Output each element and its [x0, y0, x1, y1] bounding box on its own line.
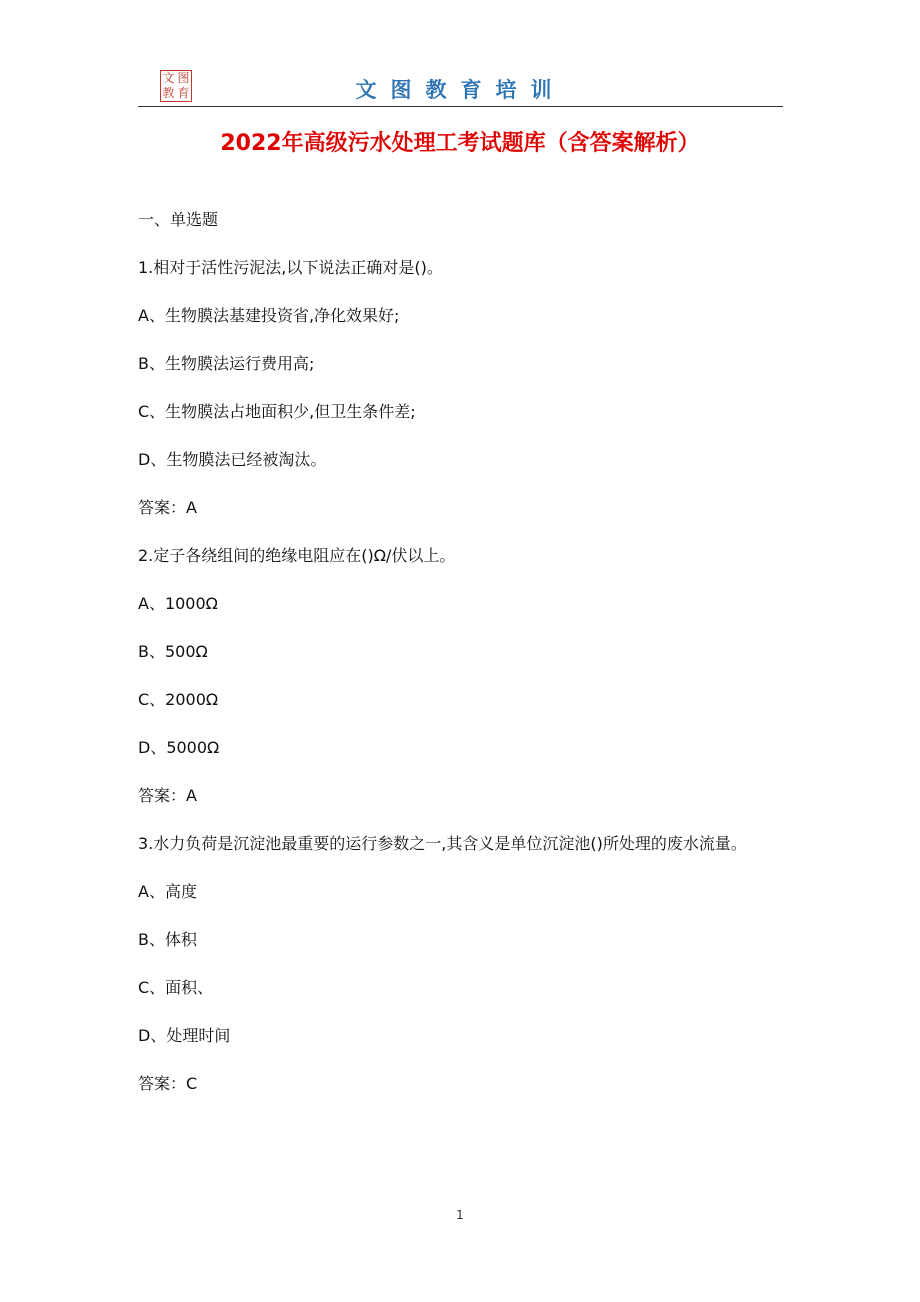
document-body — [138, 210, 788, 1122]
question-3-option-b: B、体积 — [138, 930, 197, 949]
question-1-answer: 答案：A — [138, 498, 197, 517]
question-3-option-d: D、处理时间 — [138, 1026, 231, 1045]
logo-char: 育 — [177, 86, 190, 100]
question-1-option-d: D、生物膜法已经被淘汰。 — [138, 450, 327, 469]
question-2-option-d: D、5000Ω — [138, 738, 220, 757]
question-3-answer: 答案：C — [138, 1074, 198, 1093]
logo-char: 教 — [162, 86, 175, 100]
question-2-text: 2.定子各绕组间的绝缘电阻应在()Ω/伏以上。 — [138, 546, 456, 565]
question-3-option-a: A、高度 — [138, 882, 197, 901]
header-title: 文图教育培训 — [355, 77, 566, 102]
document-title: 2022年高级污水处理工考试题库（含答案解析） — [220, 131, 700, 156]
page-number: 1 — [456, 1208, 464, 1222]
logo-char: 文 — [162, 71, 175, 85]
question-1-text: 1.相对于活性污泥法,以下说法正确对是()。 — [138, 258, 443, 277]
question-3-text: 3.水力负荷是沉淀池最重要的运行参数之一,其含义是单位沉淀池()所处理的废水流量。 — [138, 834, 747, 853]
question-2-option-c: C、2000Ω — [138, 690, 219, 709]
question-3-option-c: C、面积、 — [138, 978, 214, 997]
section-heading: 一、单选题 — [138, 210, 219, 229]
question-2-option-a: A、1000Ω — [138, 594, 218, 613]
question-2-answer: 答案：A — [138, 786, 197, 805]
question-1-option-a: A、生物膜法基建投资省,净化效果好; — [138, 306, 400, 325]
page-header — [138, 66, 783, 107]
question-1-option-c: C、生物膜法占地面积少,但卫生条件差; — [138, 402, 416, 421]
question-1-option-b: B、生物膜法运行费用高; — [138, 354, 315, 373]
question-2-option-b: B、500Ω — [138, 642, 208, 661]
logo-char: 图 — [177, 71, 190, 85]
